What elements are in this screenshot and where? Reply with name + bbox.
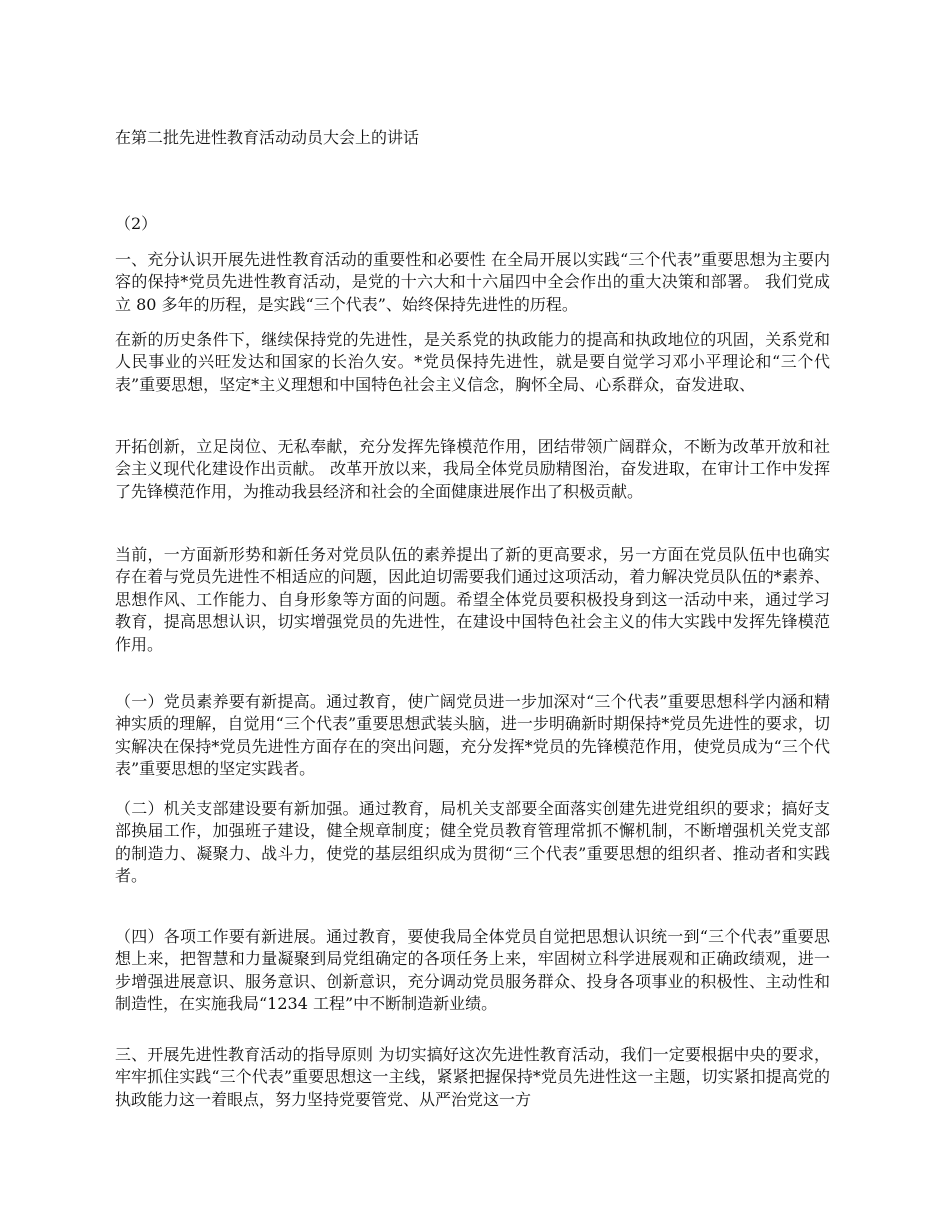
paragraph-item-two: （二）机关支部建设要有新加强。通过教育，局机关支部要全面落实创建先进党组织的要求；搞好支部换届工作，加强班子建设，健全规章制度；健全党员教育管理常抓不懈机制，不断增强机关党支部的制造力、凝聚力、战斗力，使党的基层组织成为贯彻“三个代表”重要思想的组织者、推动者和实践者。: [115, 799, 830, 886]
paragraph-item-one: （一）党员素养要有新提高。通过教育，使广阔党员进一步加深对“三个代表”重要思想科学内涵和精神实质的理解，自觉用“三个代表”重要思想武装头脑，进一步明确新时期保持*党员先进性的要求，切实解决在保持*党员先进性方面存在的突出问题，充分发挥*党员的先锋模范作用，使党员成为“三个代表”重要思想的坚定实践者。: [115, 692, 830, 779]
document-title: 在第二批先进性教育活动动员大会上的讲话: [115, 128, 420, 147]
paragraph-new-conditions: 在新的历史条件下，继续保持党的先进性，是关系党的执政能力的提高和执政地位的巩固，关系党和人民事业的兴旺发达和国家的长治久安。*党员保持先进性，就是要自觉学习邓小平理论和“三个代表”重要思想，坚定*主义理想和中国特色社会主义信念，胸怀全局、心系群众，奋发进取、: [115, 330, 830, 394]
paragraph-section-three: 三、开展先进性教育活动的指导原则 为切实搞好这次先进性教育活动，我们一定要根据中央的要求，牢牢抓住实践“三个代表”重要思想这一主线，紧紧把握保持*党员先进性这一主题，切实紧扣提高党的执政能力这一着眼点，努力坚持党要管党、从严治党这一方: [115, 1045, 830, 1109]
paragraph-section-one: 一、充分认识开展先进性教育活动的重要性和必要性 在全局开展以实践“三个代表”重要思想为主要内容的保持*党员先进性教育活动，是党的十六大和十六届四中全会作出的重大决策和部署。 我们党成立 80 多年的历程，是实践“三个代表”、始终保持先进性的历程。: [115, 250, 830, 314]
paragraph-innovation: 开拓创新，立足岗位、无私奉献，充分发挥先锋模范作用，团结带领广阔群众，不断为改革开放和社会主义现代化建设作出贡献。 改革开放以来，我局全体党员励精图治，奋发进取，在审计工作中发挥了先锋模范作用，为推动我县经济和社会的全面健康进展作出了积极贡献。: [115, 437, 830, 501]
paragraph-item-four: （四）各项工作要有新进展。通过教育，要使我局全体党员自觉把思想认识统一到“三个代表”重要思想上来，把智慧和力量凝聚到局党组确定的各项任务上来，牢固树立科学进展观和正确政绩观，进一步增强进展意识、服务意识、创新意识，充分调动党员服务群众、投身各项事业的积极性、主动性和制造性，在实施我局“1234 工程”中不断制造新业绩。: [115, 927, 830, 1014]
paragraph-number: （2）: [115, 214, 158, 233]
paragraph-current-situation: 当前，一方面新形势和新任务对党员队伍的素养提出了新的更高要求，另一方面在党员队伍中也确实存在着与党员先进性不相适应的问题，因此迫切需要我们通过这项活动，着力解决党员队伍的*素养、思想作风、工作能力、自身形象等方面的问题。希望全体党员要积极投身到这一活动中来，通过学习教育，提高思想认识，切实增强党员的先进性，在建设中国特色社会主义的伟大实践中发挥先锋模范作用。: [115, 545, 830, 654]
